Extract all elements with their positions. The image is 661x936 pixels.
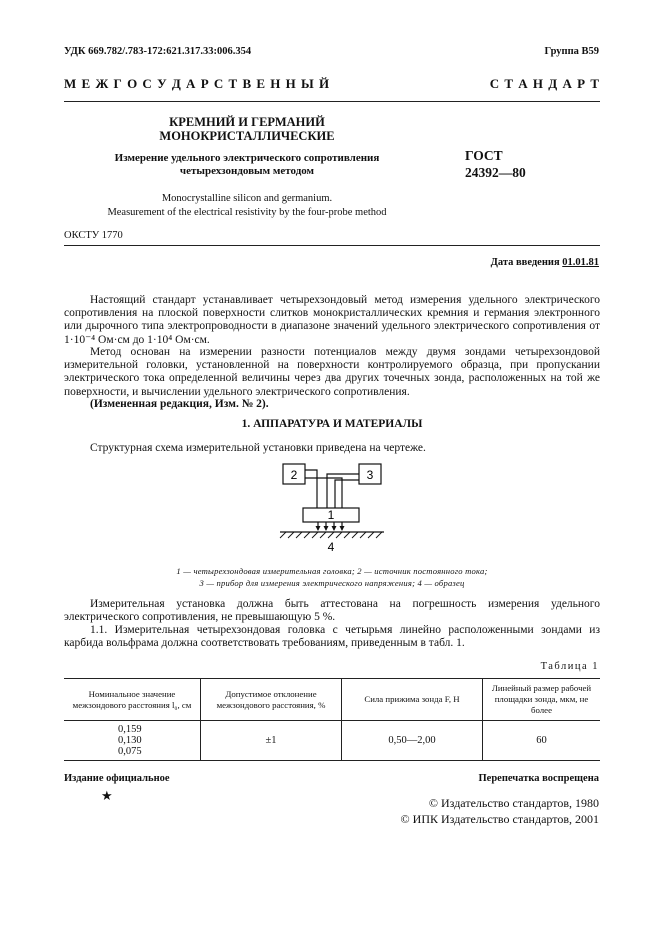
setup-schematic [276, 460, 388, 556]
group-code: Группа В59 [544, 46, 599, 57]
distance-value: 0,075 [118, 746, 142, 757]
table-header-cell: Номинальное значение межзондового расстояния l₀, см [64, 679, 201, 721]
label-4: 4 [327, 540, 335, 554]
official-edition: Издание официальное [64, 773, 170, 784]
table-cell-distance [64, 721, 201, 761]
table-row [64, 721, 600, 761]
label-2: 2 [290, 468, 298, 482]
copyright-2001: © ИПК Издательство стандартов, 2001 [400, 812, 599, 826]
gost-number: 24392—80 [465, 165, 526, 180]
star-icon: ★ [101, 788, 113, 803]
distance-value: 0,130 [118, 735, 142, 746]
section-heading: 1. АППАРАТУРА И МАТЕРИАЛЫ [241, 418, 423, 430]
title-line-2: МОНОКРИСТАЛЛИЧЕСКИЕ [159, 129, 335, 143]
effective-date-label: Дата введения [490, 257, 560, 268]
table-cell-deviation: ±1 [201, 721, 342, 761]
header-rule [64, 101, 600, 102]
requirements-table [64, 678, 600, 761]
paragraph-accuracy: Измерительная установка должна быть аттестована на погрешность измерения удельного электрического сопротивления, не превышающую 5 %. [64, 598, 600, 624]
table-cell-force: 0,50—2,00 [342, 721, 483, 761]
okstu-code: ОКСТУ 1770 [64, 230, 123, 241]
banner-right: С Т А Н Д А Р Т [489, 76, 600, 91]
amendment-note: (Измененная редакция, Изм. № 2). [90, 398, 269, 410]
subtitle-line-2: четырехзондовым методом [179, 165, 315, 177]
table-label: Таблица 1 [540, 661, 599, 672]
probe-arrows [318, 522, 342, 530]
english-title-line-2: Measurement of the electrical resistivity by the four-probe method [107, 207, 387, 218]
label-3: 3 [366, 468, 374, 482]
caption-line-2: 3 — прибор для измерения электрического напряжения; 4 — образец [199, 578, 465, 588]
label-1: 1 [327, 508, 335, 522]
paragraph-1-1: 1.1. Измерительная четырехзондовая головка с четырьмя линейно расположенными зондами из карбида вольфрама должна соответствовать требованиям, приведенным в табл. 1. [64, 624, 600, 650]
english-title [64, 192, 430, 220]
effective-date [491, 257, 599, 268]
document-subtitle [64, 152, 430, 178]
copyright-1980: © Издательство стандартов, 1980 [428, 796, 599, 810]
caption-line-1: 1 — четырехзондовая измерительная головка; 2 — источник постоянного тока; [176, 566, 488, 576]
gost-label: ГОСТ [465, 148, 503, 163]
subtitle-line-1: Измерение удельного электрического сопротивления [114, 152, 380, 164]
figure-caption [64, 565, 600, 589]
okstu-rule [64, 245, 600, 246]
sample-hatching [280, 532, 382, 538]
document-title [64, 115, 430, 143]
english-title-line-1: Monocrystalline silicon and germanium. [161, 193, 333, 204]
udk-code: УДК 669.782/.783-172:621.317.33:006.354 [64, 46, 252, 57]
table-header-cell: Сила прижима зонда F, Н [342, 679, 483, 721]
paragraph-method: Метод основан на измерении разности потенциалов между двумя зондами четырехзондовой измерительной головки, установленной на поверхности контролируемого образца, при пропускании электрического тока определенной величины через два других точечных зонда, расположенных на той же поверхности, и вычислении удельного электрического сопротивления. [64, 346, 600, 398]
table-header-row [64, 679, 600, 721]
reprint-prohibited: Перепечатка воспрещена [478, 773, 599, 784]
title-line-1: КРЕМНИЙ И ГЕРМАНИЙ [169, 115, 325, 129]
effective-date-value: 01.01.81 [562, 257, 599, 268]
paragraph-diagram-intro: Структурная схема измерительной установки приведена на чертеже. [90, 442, 426, 454]
paragraph-scope: Настоящий стандарт устанавливает четырехзондовый метод измерения удельного электрического сопротивления на плоской поверхности слитков монокристаллических кремния и германия электронного или дырочного типа электропроводности в диапазоне значений удельного электрического сопротивления от 1·10⁻⁴ Ом·см до 1·10⁴ Ом·см. [64, 294, 600, 346]
gost-designation [465, 147, 526, 181]
table-header-cell: Допустимое отклонение межзондового расстояния, % [201, 679, 342, 721]
table-cell-size: 60 [483, 721, 601, 761]
banner-left: М Е Ж Г О С У Д А Р С Т В Е Н Н Ы Й [64, 76, 331, 91]
distance-value: 0,159 [118, 724, 142, 735]
table-header-cell: Линейный размер рабочей площадки зонда, мкм, не более [483, 679, 601, 721]
